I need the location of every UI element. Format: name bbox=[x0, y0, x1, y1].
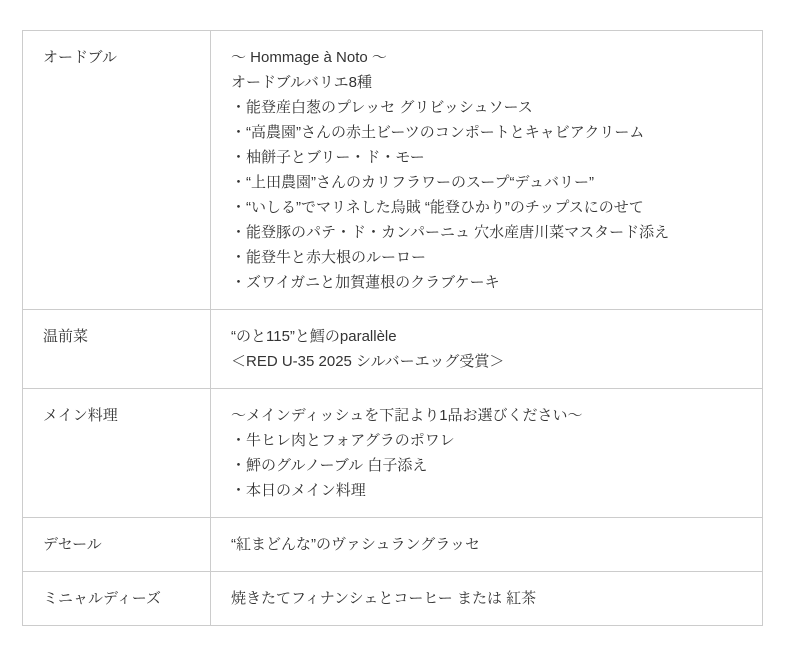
menu-line: ～ Hommage à Noto ～ bbox=[231, 49, 387, 66]
menu-line: ・柚餅子とブリー・ド・モー bbox=[231, 149, 425, 166]
course-label: 温前菜 bbox=[43, 328, 89, 345]
menu-line: ・ズワイガニと加賀蓮根のクラブケーキ bbox=[231, 274, 500, 291]
course-content-cell bbox=[211, 310, 763, 389]
course-menu-table bbox=[22, 30, 763, 626]
course-label: オードブル bbox=[43, 49, 117, 66]
menu-line: ・“高農園”さんの赤土ビーツのコンポートとキャビアクリーム bbox=[231, 124, 645, 141]
course-content-cell bbox=[211, 518, 763, 572]
menu-line: ・“いしる”でマリネした烏賊 “能登ひかり”のチップスにのせて bbox=[231, 199, 644, 216]
menu-line: 焼きたてフィナンシェとコーヒー または 紅茶 bbox=[231, 590, 537, 607]
menu-row bbox=[23, 310, 763, 389]
course-label: ミニャルディーズ bbox=[43, 590, 162, 607]
menu-line: “のと115”と鱈のparallèle bbox=[231, 328, 397, 345]
menu-table-body bbox=[23, 31, 763, 626]
menu-row bbox=[23, 389, 763, 518]
course-label-cell bbox=[23, 31, 211, 310]
menu-line: ・“上田農園”さんのカリフラワーのスープ“デュバリー” bbox=[231, 174, 595, 191]
menu-line: “紅まどんな”のヴァシュラングラッセ bbox=[231, 536, 480, 553]
menu-line: ～メインディッシュを下記より1品お選びください～ bbox=[231, 407, 583, 424]
course-label-cell bbox=[23, 310, 211, 389]
menu-row bbox=[23, 31, 763, 310]
menu-line: ・能登豚のパテ・ド・カンパーニュ 穴水産唐川菜マスタード添え bbox=[231, 224, 670, 241]
course-content-cell bbox=[211, 389, 763, 518]
course-label-cell bbox=[23, 518, 211, 572]
course-label: メイン料理 bbox=[43, 407, 118, 424]
menu-line: ・本日のメイン料理 bbox=[231, 482, 366, 499]
menu-line: ・牛ヒレ肉とフォアグラのポワレ bbox=[231, 432, 455, 449]
menu-line: ＜RED U-35 2025 シルバーエッグ受賞＞ bbox=[231, 353, 505, 370]
menu-line: ・鮃のグルノーブル 白子添え bbox=[231, 457, 428, 474]
menu-row bbox=[23, 572, 763, 626]
course-content-cell bbox=[211, 572, 763, 626]
course-label-cell bbox=[23, 389, 211, 518]
menu-row bbox=[23, 518, 763, 572]
course-label-cell bbox=[23, 572, 211, 626]
menu-line: オードブルバリエ8種 bbox=[231, 74, 372, 91]
menu-line: ・能登牛と赤大根のルーロー bbox=[231, 249, 427, 266]
course-label: デセール bbox=[43, 536, 102, 553]
menu-line: ・能登産白葱のプレッセ グリビッシュソース bbox=[231, 99, 533, 116]
course-content-cell bbox=[211, 31, 763, 310]
